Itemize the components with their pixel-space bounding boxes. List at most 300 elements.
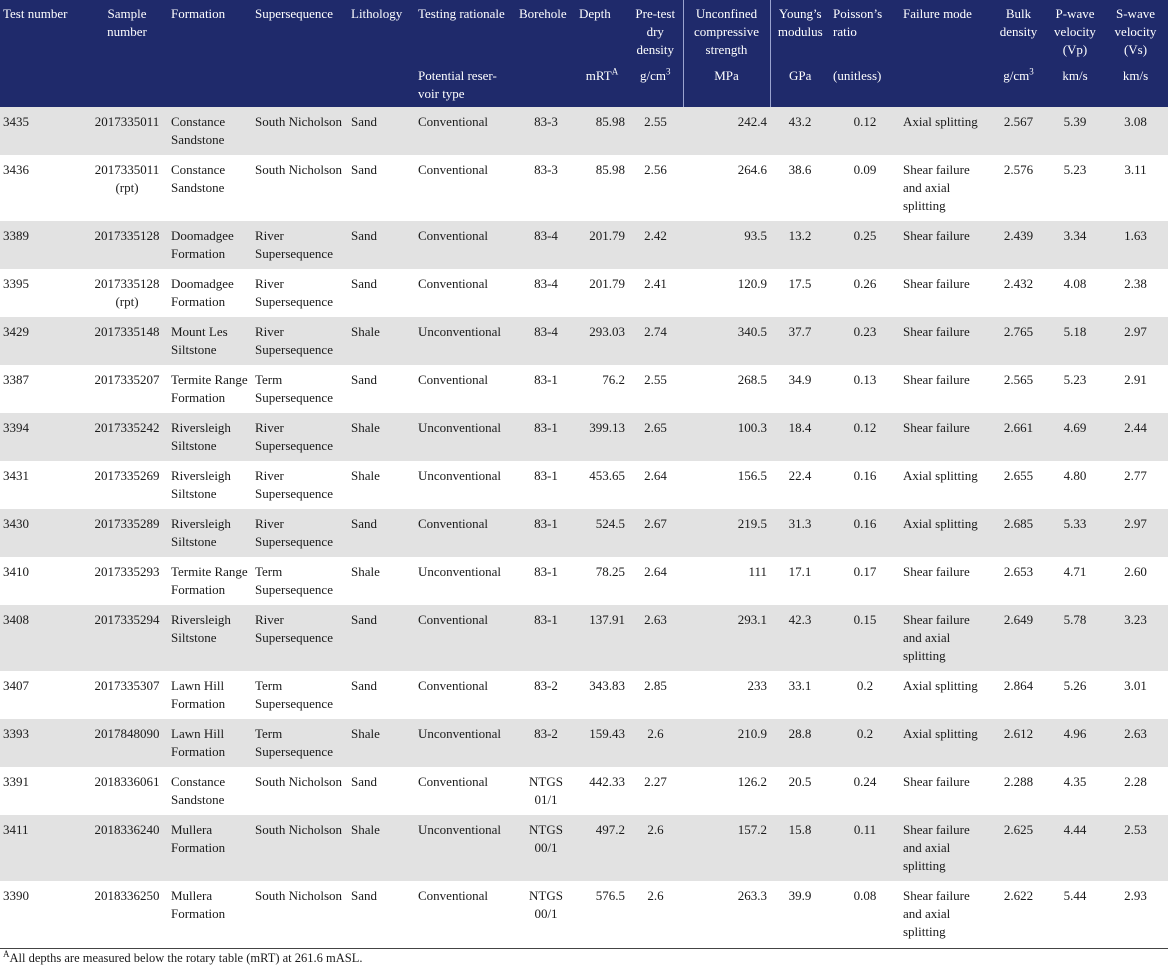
- cell-vs: 3.08: [1103, 107, 1168, 155]
- cell-pr: 0.25: [830, 221, 900, 269]
- cell-lith: Shale: [348, 413, 415, 461]
- cell-ym: 31.3: [770, 509, 830, 557]
- cell-vs: 1.63: [1103, 221, 1168, 269]
- header-sample-number: Sample number: [86, 0, 168, 65]
- cell-borehole: 83-1: [516, 605, 576, 671]
- cell-type: Unconventional: [415, 413, 516, 461]
- cell-vp: 4.69: [1047, 413, 1103, 461]
- unit-failure: [900, 65, 990, 107]
- cell-test: 3394: [0, 413, 86, 461]
- cell-bulk: 2.765: [990, 317, 1047, 365]
- cell-type: Unconventional: [415, 557, 516, 605]
- cell-bulk: 2.612: [990, 719, 1047, 767]
- cell-vp: 3.34: [1047, 221, 1103, 269]
- cell-type: Conventional: [415, 605, 516, 671]
- cell-failure: Shear failure: [900, 365, 990, 413]
- cell-borehole: NTGS 00/1: [516, 815, 576, 881]
- cell-lith: Sand: [348, 269, 415, 317]
- cell-ucs: 111: [683, 557, 770, 605]
- cell-bulk: 2.661: [990, 413, 1047, 461]
- cell-type: Conventional: [415, 881, 516, 947]
- cell-vp: 4.44: [1047, 815, 1103, 881]
- cell-depth: 399.13: [576, 413, 628, 461]
- cell-failure: Axial splitting: [900, 509, 990, 557]
- cell-dry: 2.74: [628, 317, 683, 365]
- cell-borehole: 83-1: [516, 557, 576, 605]
- cell-type: Conventional: [415, 509, 516, 557]
- cell-ym: 39.9: [770, 881, 830, 947]
- cell-bulk: 2.439: [990, 221, 1047, 269]
- cell-ucs: 263.3: [683, 881, 770, 947]
- cell-sample: 2017335011: [86, 107, 168, 155]
- cell-superseq: South Nicholson: [252, 881, 348, 947]
- cell-borehole: 83-2: [516, 671, 576, 719]
- cell-vs: 2.60: [1103, 557, 1168, 605]
- cell-depth: 85.98: [576, 155, 628, 221]
- table-row: [0, 461, 1168, 509]
- unit-youngs: GPa: [770, 65, 830, 107]
- cell-type: Conventional: [415, 107, 516, 155]
- cell-bulk: 2.653: [990, 557, 1047, 605]
- cell-borehole: NTGS 01/1: [516, 767, 576, 815]
- cell-sample: 2017335207: [86, 365, 168, 413]
- cell-vp: 4.96: [1047, 719, 1103, 767]
- cell-depth: 201.79: [576, 221, 628, 269]
- cell-depth: 76.2: [576, 365, 628, 413]
- cell-test: 3411: [0, 815, 86, 881]
- cell-vs: 2.53: [1103, 815, 1168, 881]
- cell-superseq: Term Supersequence: [252, 557, 348, 605]
- table-row: [0, 317, 1168, 365]
- cell-bulk: 2.864: [990, 671, 1047, 719]
- header-p-wave: P-wave velocity (Vp): [1047, 0, 1103, 65]
- unit-bulk-text: g/cm: [1003, 68, 1030, 83]
- cell-bulk: 2.622: [990, 881, 1047, 947]
- cell-test: 3391: [0, 767, 86, 815]
- cell-test: 3390: [0, 881, 86, 947]
- cell-pr: 0.16: [830, 509, 900, 557]
- cell-bulk: 2.432: [990, 269, 1047, 317]
- cell-dry: 2.65: [628, 413, 683, 461]
- cell-ym: 22.4: [770, 461, 830, 509]
- cell-pr: 0.17: [830, 557, 900, 605]
- cell-vp: 4.80: [1047, 461, 1103, 509]
- cell-vs: 2.63: [1103, 719, 1168, 767]
- unit-sample-number: [86, 65, 168, 107]
- cell-dry: 2.56: [628, 155, 683, 221]
- cell-lith: Sand: [348, 881, 415, 947]
- table-row: [0, 269, 1168, 317]
- cell-sample: 2017335011 (rpt): [86, 155, 168, 221]
- header-failure-mode: Failure mode: [900, 0, 990, 65]
- unit-dry-density-sup: 3: [666, 66, 671, 77]
- cell-vp: 5.23: [1047, 155, 1103, 221]
- cell-test: 3410: [0, 557, 86, 605]
- cell-failure: Axial splitting: [900, 671, 990, 719]
- cell-borehole: 83-1: [516, 365, 576, 413]
- cell-superseq: South Nicholson: [252, 815, 348, 881]
- cell-vs: 2.28: [1103, 767, 1168, 815]
- cell-vp: 4.35: [1047, 767, 1103, 815]
- unit-poisson: (unitless): [830, 65, 900, 107]
- cell-ucs: 156.5: [683, 461, 770, 509]
- unit-depth-sup: A: [611, 66, 619, 77]
- cell-superseq: Term Supersequence: [252, 671, 348, 719]
- cell-test: 3436: [0, 155, 86, 221]
- header-depth: Depth: [576, 0, 628, 65]
- cell-sample: 2017335269: [86, 461, 168, 509]
- cell-lith: Shale: [348, 557, 415, 605]
- cell-sample: 2017335128 (rpt): [86, 269, 168, 317]
- cell-borehole: 83-4: [516, 317, 576, 365]
- cell-ym: 33.1: [770, 671, 830, 719]
- cell-ym: 34.9: [770, 365, 830, 413]
- cell-pr: 0.26: [830, 269, 900, 317]
- cell-type: Conventional: [415, 269, 516, 317]
- unit-vs: km/s: [1103, 65, 1168, 107]
- cell-depth: 293.03: [576, 317, 628, 365]
- cell-pr: 0.11: [830, 815, 900, 881]
- unit-formation: [168, 65, 252, 107]
- cell-ym: 28.8: [770, 719, 830, 767]
- cell-bulk: 2.567: [990, 107, 1047, 155]
- cell-borehole: 83-2: [516, 719, 576, 767]
- cell-dry: 2.41: [628, 269, 683, 317]
- cell-test: 3430: [0, 509, 86, 557]
- cell-bulk: 2.655: [990, 461, 1047, 509]
- cell-superseq: South Nicholson: [252, 767, 348, 815]
- cell-bulk: 2.649: [990, 605, 1047, 671]
- cell-failure: Shear failure and axial splitting: [900, 155, 990, 221]
- cell-failure: Shear failure: [900, 413, 990, 461]
- cell-pr: 0.24: [830, 767, 900, 815]
- cell-bulk: 2.685: [990, 509, 1047, 557]
- cell-vp: 5.33: [1047, 509, 1103, 557]
- cell-depth: 576.5: [576, 881, 628, 947]
- cell-failure: Shear failure: [900, 221, 990, 269]
- cell-depth: 85.98: [576, 107, 628, 155]
- cell-type: Unconventional: [415, 815, 516, 881]
- cell-superseq: River Supersequence: [252, 269, 348, 317]
- cell-formation: Termite Range Formation: [168, 365, 252, 413]
- cell-depth: 453.65: [576, 461, 628, 509]
- cell-ucs: 293.1: [683, 605, 770, 671]
- cell-formation: Riversleigh Siltstone: [168, 461, 252, 509]
- cell-ucs: 268.5: [683, 365, 770, 413]
- cell-borehole: 83-3: [516, 107, 576, 155]
- header-supersequence: Supersequence: [252, 0, 348, 65]
- cell-sample: 2018336250: [86, 881, 168, 947]
- cell-sample: 2017335289: [86, 509, 168, 557]
- cell-formation: Constance Sandstone: [168, 767, 252, 815]
- header-ucs: Unconfined compressive strength: [683, 0, 770, 65]
- cell-depth: 524.5: [576, 509, 628, 557]
- cell-ucs: 340.5: [683, 317, 770, 365]
- cell-dry: 2.6: [628, 719, 683, 767]
- cell-ucs: 233: [683, 671, 770, 719]
- cell-type: Conventional: [415, 221, 516, 269]
- cell-test: 3435: [0, 107, 86, 155]
- cell-superseq: South Nicholson: [252, 155, 348, 221]
- cell-sample: 2017335293: [86, 557, 168, 605]
- cell-sample: 2018336061: [86, 767, 168, 815]
- table-row: [0, 155, 1168, 221]
- cell-sample: 2017848090: [86, 719, 168, 767]
- cell-vs: 2.44: [1103, 413, 1168, 461]
- cell-superseq: River Supersequence: [252, 605, 348, 671]
- cell-lith: Sand: [348, 107, 415, 155]
- cell-pr: 0.12: [830, 107, 900, 155]
- unit-bulk-sup: 3: [1029, 66, 1034, 77]
- cell-vs: 2.77: [1103, 461, 1168, 509]
- header-youngs-modulus: Young’s modulus: [770, 0, 830, 65]
- cell-formation: Riversleigh Siltstone: [168, 605, 252, 671]
- cell-lith: Sand: [348, 605, 415, 671]
- cell-vp: 4.08: [1047, 269, 1103, 317]
- cell-ym: 15.8: [770, 815, 830, 881]
- cell-vs: 3.01: [1103, 671, 1168, 719]
- header-bulk-density: Bulk density: [990, 0, 1047, 65]
- unit-depth-text: mRT: [585, 68, 612, 83]
- cell-failure: Axial splitting: [900, 719, 990, 767]
- cell-vs: 2.93: [1103, 881, 1168, 947]
- header-pre-test-dry-density: Pre-test dry density: [628, 0, 683, 65]
- cell-failure: Shear failure: [900, 767, 990, 815]
- table-row: [0, 881, 1168, 947]
- cell-type: Conventional: [415, 767, 516, 815]
- cell-sample: 2017335294: [86, 605, 168, 671]
- cell-formation: Constance Sandstone: [168, 107, 252, 155]
- cell-test: 3431: [0, 461, 86, 509]
- cell-type: Unconventional: [415, 461, 516, 509]
- cell-borehole: 83-4: [516, 221, 576, 269]
- cell-test: 3395: [0, 269, 86, 317]
- header-test-number: Test number: [0, 0, 86, 65]
- cell-sample: 2018336240: [86, 815, 168, 881]
- cell-test: 3407: [0, 671, 86, 719]
- table-row: [0, 557, 1168, 605]
- unit-dry-density-text: g/cm: [640, 68, 666, 83]
- cell-dry: 2.63: [628, 605, 683, 671]
- unit-depth: [576, 65, 628, 107]
- cell-pr: 0.2: [830, 671, 900, 719]
- unit-bulk: [990, 65, 1047, 107]
- cell-type: Conventional: [415, 365, 516, 413]
- cell-lith: Sand: [348, 155, 415, 221]
- cell-pr: 0.08: [830, 881, 900, 947]
- cell-test: 3429: [0, 317, 86, 365]
- cell-vp: 4.71: [1047, 557, 1103, 605]
- table-row: [0, 671, 1168, 719]
- footnote: [0, 949, 1168, 968]
- table-row: [0, 815, 1168, 881]
- cell-failure: Shear failure: [900, 557, 990, 605]
- cell-ucs: 120.9: [683, 269, 770, 317]
- header-testing-rationale: Testing rationale: [415, 0, 516, 65]
- cell-lith: Sand: [348, 365, 415, 413]
- cell-formation: Mullera Formation: [168, 815, 252, 881]
- header-s-wave: S-wave velocity (Vs): [1103, 0, 1168, 65]
- cell-bulk: 2.288: [990, 767, 1047, 815]
- cell-formation: Lawn Hill Formation: [168, 671, 252, 719]
- cell-bulk: 2.565: [990, 365, 1047, 413]
- cell-sample: 2017335307: [86, 671, 168, 719]
- cell-superseq: River Supersequence: [252, 221, 348, 269]
- cell-lith: Shale: [348, 461, 415, 509]
- unit-borehole: [516, 65, 576, 107]
- cell-formation: Mount Les Siltstone: [168, 317, 252, 365]
- cell-dry: 2.67: [628, 509, 683, 557]
- cell-ym: 43.2: [770, 107, 830, 155]
- cell-ym: 18.4: [770, 413, 830, 461]
- cell-formation: Constance Sandstone: [168, 155, 252, 221]
- cell-depth: 201.79: [576, 269, 628, 317]
- cell-failure: Shear failure: [900, 269, 990, 317]
- unit-lithology: [348, 65, 415, 107]
- table-row: [0, 221, 1168, 269]
- cell-dry: 2.64: [628, 461, 683, 509]
- cell-borehole: 83-4: [516, 269, 576, 317]
- table-row: [0, 767, 1168, 815]
- cell-ym: 17.5: [770, 269, 830, 317]
- cell-failure: Shear failure: [900, 317, 990, 365]
- cell-formation: Riversleigh Siltstone: [168, 413, 252, 461]
- cell-ucs: 157.2: [683, 815, 770, 881]
- cell-sample: 2017335242: [86, 413, 168, 461]
- footnote-marker: A: [3, 948, 10, 959]
- cell-failure: Axial splitting: [900, 461, 990, 509]
- cell-vp: 5.18: [1047, 317, 1103, 365]
- cell-superseq: River Supersequence: [252, 509, 348, 557]
- cell-depth: 78.25: [576, 557, 628, 605]
- cell-dry: 2.64: [628, 557, 683, 605]
- cell-vp: 5.44: [1047, 881, 1103, 947]
- cell-formation: Doomadgee Formation: [168, 269, 252, 317]
- table-row: [0, 413, 1168, 461]
- cell-sample: 2017335148: [86, 317, 168, 365]
- cell-vs: 3.11: [1103, 155, 1168, 221]
- cell-depth: 137.91: [576, 605, 628, 671]
- cell-failure: Axial splitting: [900, 107, 990, 155]
- table-row: [0, 365, 1168, 413]
- cell-vp: 5.26: [1047, 671, 1103, 719]
- cell-lith: Sand: [348, 671, 415, 719]
- cell-ym: 37.7: [770, 317, 830, 365]
- cell-bulk: 2.625: [990, 815, 1047, 881]
- cell-ym: 38.6: [770, 155, 830, 221]
- cell-depth: 497.2: [576, 815, 628, 881]
- cell-superseq: River Supersequence: [252, 413, 348, 461]
- unit-ucs: MPa: [683, 65, 770, 107]
- cell-ucs: 264.6: [683, 155, 770, 221]
- cell-dry: 2.42: [628, 221, 683, 269]
- cell-ucs: 210.9: [683, 719, 770, 767]
- cell-bulk: 2.576: [990, 155, 1047, 221]
- cell-ucs: 100.3: [683, 413, 770, 461]
- cell-formation: Mullera Formation: [168, 881, 252, 947]
- table-row: [0, 719, 1168, 767]
- cell-failure: Shear failure and axial splitting: [900, 881, 990, 947]
- cell-sample: 2017335128: [86, 221, 168, 269]
- cell-superseq: Term Supersequence: [252, 719, 348, 767]
- cell-borehole: 83-1: [516, 509, 576, 557]
- cell-formation: Doomadgee Formation: [168, 221, 252, 269]
- cell-vp: 5.39: [1047, 107, 1103, 155]
- cell-ym: 42.3: [770, 605, 830, 671]
- cell-dry: 2.55: [628, 107, 683, 155]
- cell-superseq: River Supersequence: [252, 461, 348, 509]
- cell-depth: 159.43: [576, 719, 628, 767]
- cell-test: 3393: [0, 719, 86, 767]
- cell-superseq: Term Supersequence: [252, 365, 348, 413]
- cell-formation: Termite Range Formation: [168, 557, 252, 605]
- cell-lith: Sand: [348, 767, 415, 815]
- cell-lith: Sand: [348, 509, 415, 557]
- cell-test: 3389: [0, 221, 86, 269]
- cell-vs: 2.97: [1103, 317, 1168, 365]
- cell-superseq: South Nicholson: [252, 107, 348, 155]
- header-lithology: Lithology: [348, 0, 415, 65]
- cell-pr: 0.12: [830, 413, 900, 461]
- header-formation: Formation: [168, 0, 252, 65]
- cell-pr: 0.09: [830, 155, 900, 221]
- cell-dry: 2.27: [628, 767, 683, 815]
- cell-borehole: 83-3: [516, 155, 576, 221]
- cell-depth: 442.33: [576, 767, 628, 815]
- cell-vs: 3.23: [1103, 605, 1168, 671]
- unit-test-number: [0, 65, 86, 107]
- unit-rationale: Potential reser-voir type: [415, 65, 516, 107]
- cell-pr: 0.13: [830, 365, 900, 413]
- cell-ym: 20.5: [770, 767, 830, 815]
- cell-formation: Lawn Hill Formation: [168, 719, 252, 767]
- cell-superseq: River Supersequence: [252, 317, 348, 365]
- cell-vs: 2.91: [1103, 365, 1168, 413]
- cell-lith: Shale: [348, 317, 415, 365]
- cell-depth: 343.83: [576, 671, 628, 719]
- cell-test: 3408: [0, 605, 86, 671]
- cell-pr: 0.23: [830, 317, 900, 365]
- table-row: [0, 605, 1168, 671]
- unit-supersequence: [252, 65, 348, 107]
- cell-ucs: 219.5: [683, 509, 770, 557]
- cell-borehole: 83-1: [516, 413, 576, 461]
- unit-vp: km/s: [1047, 65, 1103, 107]
- header-borehole: Borehole: [516, 0, 576, 65]
- cell-type: Conventional: [415, 155, 516, 221]
- table-body: [0, 107, 1168, 947]
- cell-dry: 2.85: [628, 671, 683, 719]
- cell-ucs: 93.5: [683, 221, 770, 269]
- cell-lith: Shale: [348, 719, 415, 767]
- header-poissons-ratio: Poisson’s ratio: [830, 0, 900, 65]
- cell-type: Conventional: [415, 671, 516, 719]
- cell-pr: 0.2: [830, 719, 900, 767]
- cell-ucs: 242.4: [683, 107, 770, 155]
- cell-ucs: 126.2: [683, 767, 770, 815]
- cell-test: 3387: [0, 365, 86, 413]
- cell-ym: 13.2: [770, 221, 830, 269]
- table-row: [0, 107, 1168, 155]
- cell-borehole: NTGS 00/1: [516, 881, 576, 947]
- cell-failure: Shear failure and axial splitting: [900, 605, 990, 671]
- cell-type: Unconventional: [415, 719, 516, 767]
- cell-failure: Shear failure and axial splitting: [900, 815, 990, 881]
- table-header: [0, 0, 1168, 107]
- cell-ym: 17.1: [770, 557, 830, 605]
- cell-formation: Riversleigh Siltstone: [168, 509, 252, 557]
- cell-vp: 5.78: [1047, 605, 1103, 671]
